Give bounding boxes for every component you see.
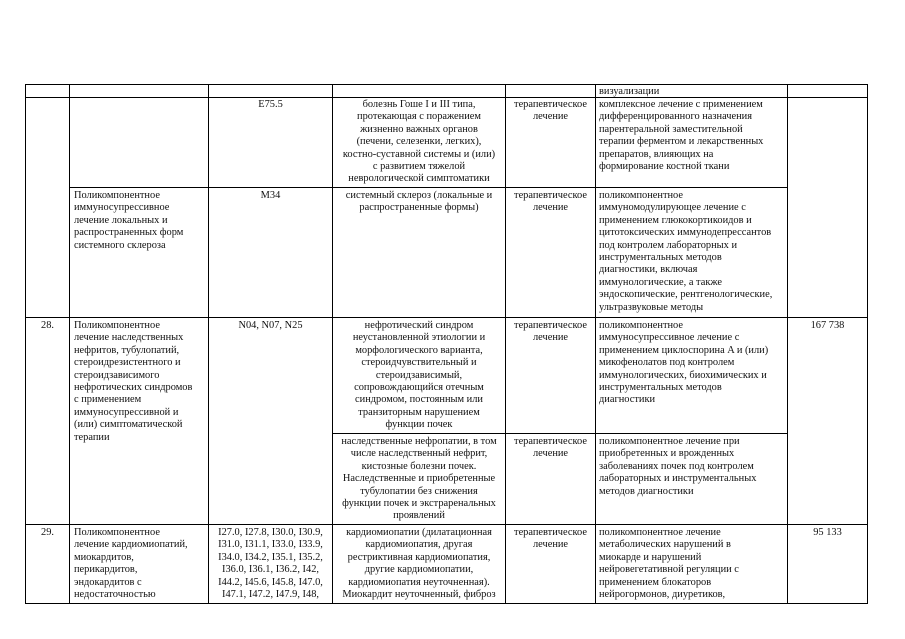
text-line: кардиомиопатии (дилатационная: [346, 527, 492, 538]
rule-row-end-28: [25, 524, 867, 525]
rule-col-7: [867, 84, 868, 604]
text-line: кистозные болезни почек.: [361, 460, 477, 472]
text-line: терапии ферментом и лекарственных: [599, 136, 764, 148]
text-line: инструментальных методов: [599, 382, 722, 394]
text-line: I34.0, I34.2, I35.1, I35.2,: [218, 551, 323, 563]
text-line: метаболических нарушений в: [599, 539, 731, 551]
cell-method-gaucher: [599, 99, 763, 173]
text-line: нейровегетативной регуляции с: [599, 564, 739, 576]
text-line: иммуносупрессивной и: [74, 406, 179, 418]
cell-name-28: [74, 320, 192, 444]
text-line: стероидрезистентного и: [74, 357, 181, 369]
text-line: поликомпонентное: [599, 190, 683, 201]
text-line: распространенных форм: [74, 227, 184, 239]
text-line: поликомпонентное лечение: [599, 527, 721, 538]
text-line: комплексное лечение с применением: [599, 99, 763, 110]
cell-method-sclerosis: [599, 190, 772, 314]
text-line: Поликомпонентное: [74, 320, 160, 331]
rule-row-end-27: [25, 317, 867, 318]
text-line: кардиомиопатия неуточненная).: [348, 576, 490, 588]
rule-col-0: [25, 84, 26, 604]
text-line: стероидзависимого: [74, 369, 160, 381]
text-line: функции почек и экстраренальных: [342, 498, 496, 510]
text-line: протекающая с поражением: [357, 111, 481, 123]
text-line: инструментальных методов: [599, 252, 722, 264]
text-line: проявлений: [393, 510, 445, 522]
text-line: сопровождающийся отечным: [354, 382, 484, 394]
text-line: применением глюкокортикоидов и: [599, 214, 752, 226]
text-line: N04, N07, N25: [238, 320, 303, 331]
rule-gaucher-end: [69, 187, 788, 188]
text-line: кардиомиопатия, другая: [365, 539, 473, 551]
cell-method-28b: [599, 436, 756, 498]
text-line: синдромом, постоянным или: [355, 394, 483, 406]
text-line: эндоскопические, рентгенологические,: [599, 289, 773, 301]
cell-mkb-28: [209, 320, 332, 332]
text-line: микофенолатов под контролем: [599, 357, 735, 369]
cell-number-29: [26, 527, 69, 539]
rule-col-1: [69, 84, 70, 604]
text-line: нефротический синдром: [364, 320, 474, 331]
cell-number-28: [26, 320, 69, 332]
text-line: ультразвуковые методы: [599, 301, 704, 313]
text-line: лечение наследственных: [74, 332, 184, 344]
text-line: 167 738: [810, 320, 845, 331]
cell-cost-29: [788, 527, 867, 539]
text-line: заболеваниях почек под контролем: [599, 460, 754, 472]
cell-method-28a: [599, 320, 768, 407]
cell-mkb-29: [209, 527, 332, 601]
text-line: диагностики: [599, 394, 656, 406]
text-line: эндокардитов с: [74, 576, 142, 588]
text-line: I27.0, I27.8, I30.0, I30.9,: [218, 527, 323, 538]
text-line: стероидзависимый,: [375, 369, 463, 381]
text-line: транзиторным нарушением: [358, 406, 480, 418]
text-line: иммуносупрессивное лечение с: [599, 332, 740, 344]
text-line: дифференцированного назначения: [599, 111, 753, 123]
cell-method-29: [599, 527, 739, 601]
text-line: недостаточностью: [74, 589, 156, 601]
text-line: визуализации: [599, 86, 660, 97]
text-line: I31.0, I31.1, I33.0, I33.9,: [218, 539, 323, 551]
text-line: I36.0, I36.1, I36.2, I42,: [222, 564, 319, 576]
text-line: лечение локальных и: [74, 214, 168, 226]
text-line: (или) симптоматической: [74, 419, 183, 431]
text-line: Миокардит неуточненный, фиброз: [342, 589, 496, 601]
text-line: I44.2, I45.6, I45.8, I47.0,: [218, 576, 323, 588]
text-line: терапевтическое: [514, 527, 587, 538]
text-line: терапевтическое: [514, 190, 587, 201]
text-line: формирование костной ткани: [599, 161, 730, 173]
rule-col-2: [208, 84, 209, 604]
text-line: жизненно важных органов: [360, 123, 478, 135]
text-line: с развитием тяжелой: [372, 161, 466, 173]
text-line: лабораторных и инструментальных: [599, 473, 757, 485]
text-line: морфологического варианта,: [355, 344, 483, 356]
text-line: применением циклоспорина A и (или): [599, 344, 769, 356]
text-line: применением блокаторов: [599, 576, 712, 588]
text-line: лечение: [532, 448, 569, 460]
text-line: миокарде и нарушений: [599, 551, 702, 563]
text-line: терапии: [74, 431, 110, 443]
cell-mkb-sclerosis: [209, 190, 332, 202]
text-line: иммуномодулирующее лечение с: [599, 202, 746, 214]
text-line: Поликомпонентное: [74, 527, 160, 538]
text-line: 95 133: [813, 527, 842, 538]
cell-model-sclerosis: [333, 190, 505, 215]
text-line: 28.: [41, 320, 54, 331]
text-line: стероидчувствительный и: [361, 357, 477, 369]
text-line: иммунологических, биохимических и: [599, 369, 767, 381]
cell-type-29: [506, 527, 595, 552]
text-line: неустановленной этиологии и: [352, 332, 486, 344]
cell-model-gaucher: [333, 99, 505, 186]
text-line: нефритов, тубулопатий,: [74, 344, 180, 356]
text-line: I47.1, I47.2, I47.9, I48,: [222, 589, 319, 601]
cell-model-28a: [333, 320, 505, 432]
rule-top: [25, 84, 867, 85]
text-line: терапевтическое: [514, 99, 587, 110]
cell-method-cont: [599, 86, 659, 98]
text-line: наследственные нефропатии, в том: [341, 436, 497, 447]
text-line: системный склероз (локальные и: [345, 190, 493, 201]
text-line: приобретенных и врожденных: [599, 448, 735, 460]
text-line: методов диагностики: [599, 485, 694, 497]
rule-bottom: [25, 603, 867, 604]
text-line: поликомпонентное лечение при: [599, 436, 740, 447]
text-line: диагностики, включая: [599, 264, 698, 276]
text-line: распространенные формы): [359, 202, 479, 214]
cell-type-gaucher: [506, 99, 595, 124]
text-line: поликомпонентное: [599, 320, 683, 331]
text-line: иммуносупрессивное: [74, 202, 170, 214]
text-line: лечение: [532, 111, 569, 123]
text-line: парентеральной заместительной: [599, 123, 743, 135]
text-line: рестриктивная кардиомиопатия,: [347, 551, 491, 563]
text-line: числе наследственный нефрит,: [350, 448, 488, 460]
text-line: лечение: [532, 539, 569, 551]
cell-model-28b: [333, 436, 505, 523]
text-line: 29.: [41, 527, 54, 538]
text-line: цитотоксических иммунодепрессантов: [599, 227, 772, 239]
cell-type-28a: [506, 320, 595, 345]
text-line: (печени, селезенки, легких),: [356, 136, 482, 148]
text-line: терапевтическое: [514, 436, 587, 447]
cell-type-sclerosis: [506, 190, 595, 215]
text-line: другие кардиомиопатии,: [364, 564, 474, 576]
text-line: функции почек: [385, 419, 453, 431]
text-line: под контролем лабораторных и: [599, 239, 738, 251]
text-line: нейрогормонов, диуретиков,: [599, 589, 726, 601]
text-line: Наследственные и приобретенные: [342, 473, 496, 485]
cell-name-sclerosis: [74, 190, 183, 252]
cell-type-28b: [506, 436, 595, 461]
cell-cost-28: [788, 320, 867, 332]
text-line: E75.5: [258, 99, 283, 110]
text-line: системного склероза: [74, 239, 166, 251]
text-line: лечение: [532, 202, 569, 214]
cell-mkb-gaucher: [209, 99, 332, 111]
rule-row-end-a: [25, 97, 867, 98]
text-line: лечение кардиомиопатий,: [74, 539, 188, 551]
cell-model-29: [333, 527, 505, 601]
text-line: тубулопатии без снижения: [360, 485, 478, 497]
text-line: миокардитов,: [74, 551, 134, 563]
text-line: лечение: [532, 332, 569, 344]
text-line: нефротических синдромов: [74, 382, 193, 394]
text-line: терапевтическое: [514, 320, 587, 331]
text-line: костно-суставной системы и (или): [342, 148, 496, 160]
rule-col-6: [787, 84, 788, 604]
text-line: неврологической симптоматики: [348, 173, 490, 185]
rule-col-5: [595, 84, 596, 604]
text-line: перикардитов,: [74, 564, 138, 576]
rule-sub-28: [332, 433, 788, 434]
text-line: Поликомпонентное: [74, 190, 160, 201]
text-line: болезнь Гоше I и III типа,: [362, 99, 476, 110]
text-line: M34: [260, 190, 281, 201]
text-line: с применением: [74, 394, 142, 406]
text-line: иммунологические, а также: [599, 276, 723, 288]
text-line: препаратов, влияющих на: [599, 148, 714, 160]
cell-name-29: [74, 527, 188, 601]
